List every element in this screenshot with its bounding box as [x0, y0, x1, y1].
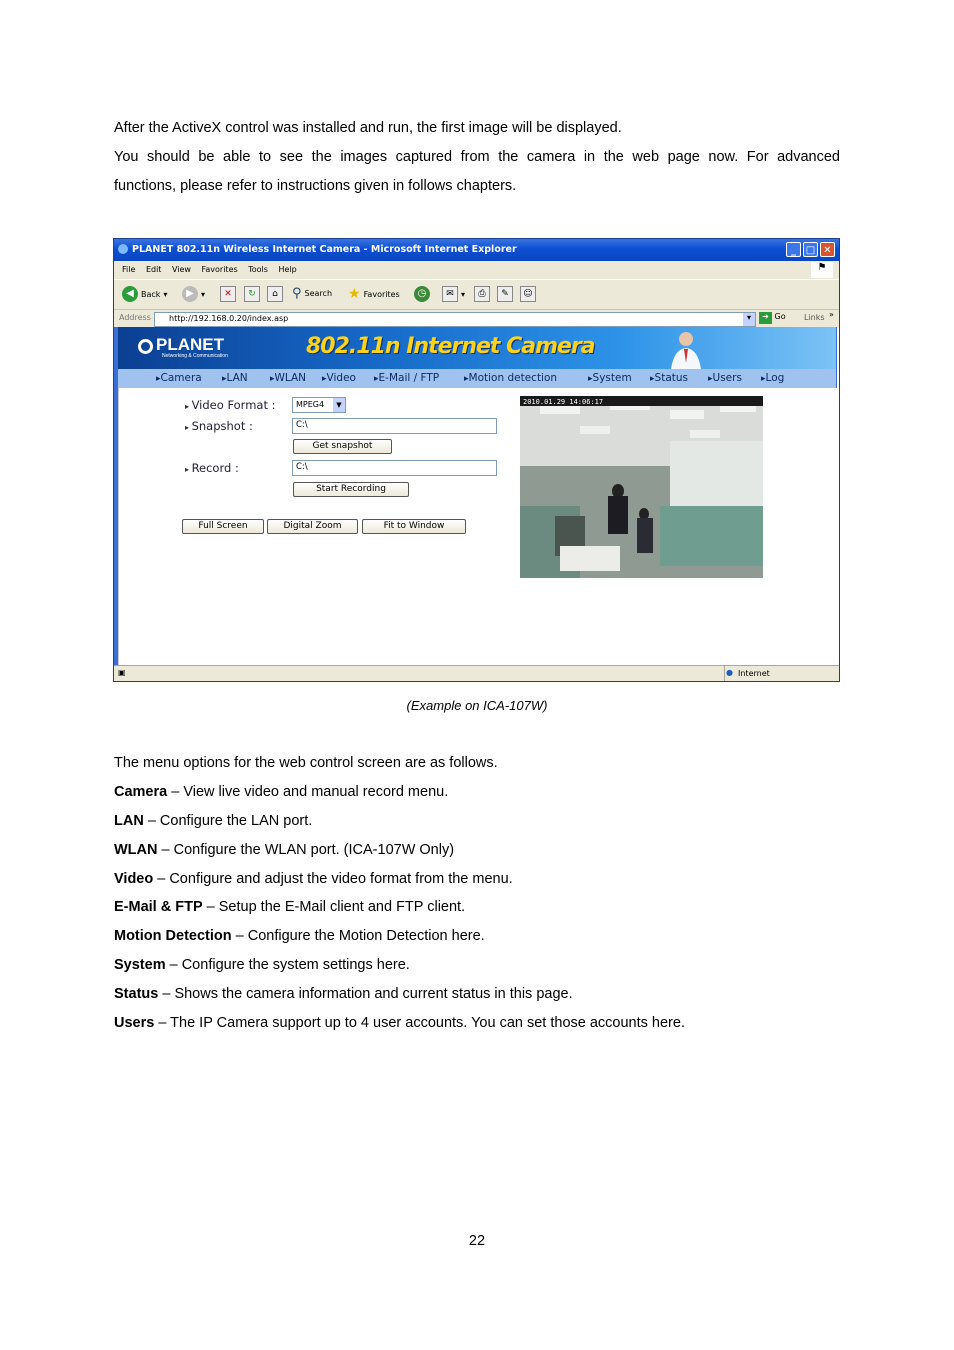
minimize-icon[interactable]: _ — [786, 242, 801, 257]
snapshot-path-value: C:\ — [296, 420, 308, 430]
list-item: Video – Configure and adjust the video format from the menu. — [114, 871, 513, 887]
snapshot-path-input[interactable] — [292, 418, 497, 434]
favorites-label: Favorites — [363, 289, 400, 299]
edit-icon: ✎ — [497, 286, 513, 302]
search-button[interactable] — [292, 286, 332, 301]
list-item: LAN – Configure the LAN port. — [114, 813, 313, 829]
history-button[interactable] — [414, 286, 430, 302]
search-icon: ⚲ — [292, 286, 302, 301]
menu-favorites[interactable]: Favorites — [201, 265, 238, 274]
forward-button[interactable]: ▶ ▾ — [182, 286, 205, 302]
address-bar — [114, 309, 839, 328]
refresh-icon: ↻ — [244, 286, 260, 302]
live-video-feed — [520, 396, 763, 578]
page-number: 22 — [468, 1233, 486, 1249]
page-icon: ▣ — [118, 668, 126, 677]
menu-help[interactable]: Help — [278, 265, 297, 274]
favorites-button[interactable] — [348, 286, 400, 302]
windows-logo-icon: ⚑ — [811, 262, 833, 278]
figure-caption: (Example on ICA-107W) — [406, 698, 548, 713]
nav-system[interactable]: ▸ System — [588, 372, 632, 384]
print-button[interactable] — [474, 286, 490, 302]
address-dropdown-icon[interactable]: ▾ — [743, 313, 755, 326]
print-icon: ⎙ — [474, 286, 490, 302]
brand-title: 802.11n Internet Camera — [306, 334, 595, 359]
digital-zoom-button[interactable]: Digital Zoom — [267, 519, 358, 534]
links-label[interactable]: Links — [804, 313, 825, 322]
mail-icon: ✉ — [442, 286, 458, 302]
list-item: WLAN – Configure the WLAN port. (ICA-107W Only) — [114, 842, 455, 858]
messenger-icon: ☺ — [520, 286, 536, 302]
nav-wlan[interactable]: ▸ WLAN — [270, 372, 306, 384]
list-item: E-Mail & FTP – Setup the E-Mail client and FTP client. — [114, 899, 466, 915]
nav-email-ftp[interactable]: ▸ E-Mail / FTP — [374, 372, 439, 384]
window-titlebar — [114, 239, 839, 261]
planet-logo: PLANET Networking & Communication — [138, 335, 224, 355]
go-arrow-icon: ➔ — [759, 312, 772, 324]
fit-to-window-button[interactable]: Fit to Window — [362, 519, 466, 534]
links-chevron-icon[interactable]: » — [829, 310, 834, 319]
browser-statusbar — [114, 665, 839, 682]
address-url: http://192.168.0.20/index.asp — [169, 314, 289, 323]
intro-line-3: functions, please refer to instructions given in follows chapters. — [114, 178, 517, 194]
edit-button[interactable] — [497, 286, 513, 302]
browser-toolbar — [114, 279, 839, 310]
camera-banner — [118, 327, 836, 369]
menu-view[interactable]: View — [171, 265, 191, 274]
record-path-value: C:\ — [296, 462, 308, 472]
camera-content — [118, 388, 837, 665]
menu-edit[interactable]: Edit — [145, 265, 162, 274]
zone-label: Internet — [738, 669, 770, 678]
get-snapshot-button[interactable]: Get snapshot — [293, 439, 392, 454]
search-label: Search — [304, 289, 333, 298]
home-button[interactable] — [267, 286, 283, 302]
camera-nav — [118, 369, 836, 388]
stop-button[interactable] — [220, 286, 236, 302]
record-label: ▸ Record : — [185, 461, 239, 475]
window-title: PLANET 802.11n Wireless Internet Camera - Microsoft Internet Explorer — [132, 244, 517, 255]
back-label: Back — [141, 289, 161, 299]
office-camera-image — [520, 396, 763, 578]
address-input[interactable] — [154, 312, 756, 327]
menu-tools[interactable]: Tools — [248, 265, 268, 274]
snapshot-label: ▸ Snapshot : — [185, 419, 253, 433]
stop-icon: ✕ — [220, 286, 236, 302]
mail-button[interactable]: ✉ ▾ — [442, 286, 465, 302]
globe-icon: ● — [726, 668, 733, 677]
history-icon: ◷ — [414, 286, 430, 302]
ie-icon — [118, 244, 128, 254]
video-format-label: ▸ Video Format : — [185, 398, 276, 412]
home-icon: ⌂ — [267, 286, 283, 302]
address-label: Address — [119, 313, 151, 322]
menu-intro: The menu options for the web control screen are as follows. — [114, 755, 498, 771]
video-timestamp: 2010.01.29 14:06:17 — [523, 398, 604, 406]
intro-line-1: After the ActiveX control was installed and run, the first image will be displayed. — [114, 120, 622, 136]
maximize-icon[interactable]: □ — [803, 242, 818, 257]
menu-bar — [114, 261, 839, 279]
list-item: Motion Detection – Configure the Motion Detection here. — [114, 928, 485, 944]
nav-users[interactable]: ▸ Users — [708, 372, 742, 384]
list-item: System – Configure the system settings here. — [114, 957, 410, 973]
list-item: Camera – View live video and manual record menu. — [114, 784, 449, 800]
video-format-select[interactable] — [292, 397, 346, 413]
nav-video[interactable]: ▸ Video — [322, 372, 356, 384]
back-button[interactable]: ◀ Back ▾ — [122, 286, 167, 302]
person-photo — [668, 329, 704, 369]
forward-arrow-icon: ▶ — [182, 286, 198, 302]
refresh-button[interactable] — [244, 286, 260, 302]
go-button[interactable] — [759, 312, 786, 324]
messenger-button[interactable] — [520, 286, 536, 302]
start-recording-button[interactable]: Start Recording — [293, 482, 409, 497]
close-icon[interactable]: ✕ — [820, 242, 835, 257]
back-arrow-icon: ◀ — [122, 286, 138, 302]
record-path-input[interactable] — [292, 460, 497, 476]
list-item: Status – Shows the camera information and current status in this page. — [114, 986, 573, 1002]
chevron-down-icon: ▼ — [333, 398, 345, 412]
nav-log[interactable]: ▸ Log — [761, 372, 784, 384]
menu-file[interactable]: File — [122, 265, 136, 274]
nav-camera[interactable]: ▸ Camera — [156, 372, 202, 384]
browser-screenshot — [113, 238, 840, 682]
full-screen-button[interactable]: Full Screen — [182, 519, 264, 534]
nav-motion-detection[interactable]: ▸ Motion detection — [464, 372, 557, 384]
list-item: Users – The IP Camera support up to 4 user accounts. You can set those accounts here. — [114, 1015, 685, 1031]
nav-lan[interactable]: ▸ LAN — [222, 372, 248, 384]
star-icon: ★ — [348, 286, 361, 302]
go-label: Go — [774, 312, 786, 321]
intro-line-2: You should be able to see the images captured from the camera in the web page now. For advanced — [114, 149, 840, 165]
video-format-value: MPEG4 — [296, 400, 325, 409]
nav-status[interactable]: ▸ Status — [650, 372, 688, 384]
